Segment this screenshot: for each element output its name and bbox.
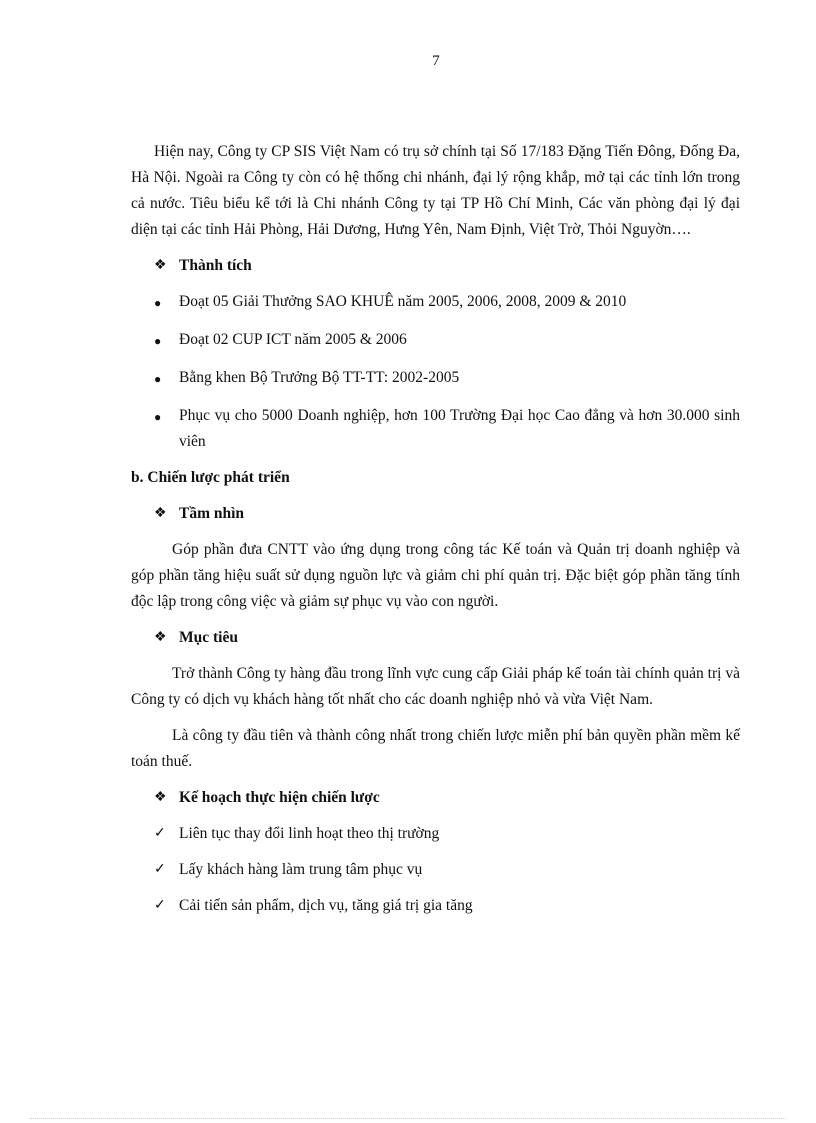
- list-item: ✓ Liên tục thay đổi linh hoạt theo thị trường: [154, 821, 740, 847]
- vision-title: Tầm nhìn: [179, 505, 245, 522]
- goals-heading: [154, 625, 740, 651]
- diamond-bullet-icon: ❖: [154, 258, 167, 273]
- list-item: ● Đoạt 02 CUP ICT năm 2005 & 2006: [154, 327, 740, 355]
- vision-paragraph: Góp phần đưa CNTT vào ứng dụng trong công tác Kế toán và Quản trị doanh nghiệp và góp phần tăng hiệu suất sử dụng nguồn lực và giảm chi phí quản trị. Đặc biệt góp phần tăng tính độc lập trong công việc và giảm sự phục vụ vào con người.: [131, 541, 740, 610]
- achievements-heading: [154, 253, 740, 279]
- goals-title: Mục tiêu: [179, 629, 238, 646]
- diamond-bullet-icon: ❖: [154, 506, 167, 521]
- achievements-title: Thành tích: [179, 257, 252, 274]
- list-item: ✓ Cải tiến sản phẩm, dịch vụ, tăng giá trị gia tăng: [154, 893, 740, 919]
- dot-bullet-icon: ●: [154, 372, 162, 386]
- intro-paragraph: Hiện nay, Công ty CP SIS Việt Nam có trụ sở chính tại Số 17/183 Đặng Tiến Đông, Đống Đa, Hà Nội. Ngoài ra Công ty còn có hệ thống chi nhánh, đại lý rộng khắp, mở tại các tỉnh lớn trong cả nước. Tiêu biểu kể tới là Chi nhánh Công ty tại TP Hồ Chí Minh, Các văn phòng đại lý đại diện tại các tỉnh Hải Phòng, Hải Dương, Hưng Yên, Nam Định, Việt Trờ, Thỏi Nguyờn….: [131, 143, 740, 238]
- list-item: ✓ Lấy khách hàng làm trung tâm phục vụ: [154, 857, 740, 883]
- diamond-bullet-icon: ❖: [154, 790, 167, 805]
- list-item: ● Phục vụ cho 5000 Doanh nghiệp, hơn 100 Trường Đại học Cao đẳng và hơn 30.000 sinh viên: [154, 403, 740, 455]
- goals-paragraph-1: Trở thành Công ty hàng đầu trong lĩnh vực cung cấp Giải pháp kế toán tài chính quản trị và Công ty có dịch vụ khách hàng tốt nhất cho các doanh nghiệp nhỏ và vừa Việt Nam.: [131, 665, 740, 708]
- goals-paragraph-2: Là công ty đầu tiên và thành công nhất trong chiến lược miễn phí bản quyền phần mềm kế toán thuế.: [131, 727, 740, 770]
- plan-title: Kế hoạch thực hiện chiến lược: [179, 789, 380, 806]
- diamond-bullet-icon: ❖: [154, 630, 167, 645]
- checkmark-icon: ✓: [154, 826, 166, 841]
- document-body: [131, 139, 740, 919]
- checkmark-icon: ✓: [154, 862, 166, 877]
- dot-bullet-icon: ●: [154, 296, 162, 310]
- strategy-heading: b. Chiến lược phát triển: [131, 469, 290, 486]
- vision-heading: [154, 501, 740, 527]
- checkmark-icon: ✓: [154, 898, 166, 913]
- dot-bullet-icon: ●: [154, 334, 162, 348]
- list-item: ● Đoạt 05 Giải Thưởng SAO KHUÊ năm 2005, 2006, 2008, 2009 & 2010: [154, 289, 740, 317]
- page-bottom-divider: [30, 1118, 786, 1119]
- list-item: ● Bằng khen Bộ Trưởng Bộ TT-TT: 2002-2005: [154, 365, 740, 393]
- page-number: 7: [432, 53, 440, 69]
- dot-bullet-icon: ●: [154, 410, 162, 424]
- plan-heading: [154, 785, 740, 811]
